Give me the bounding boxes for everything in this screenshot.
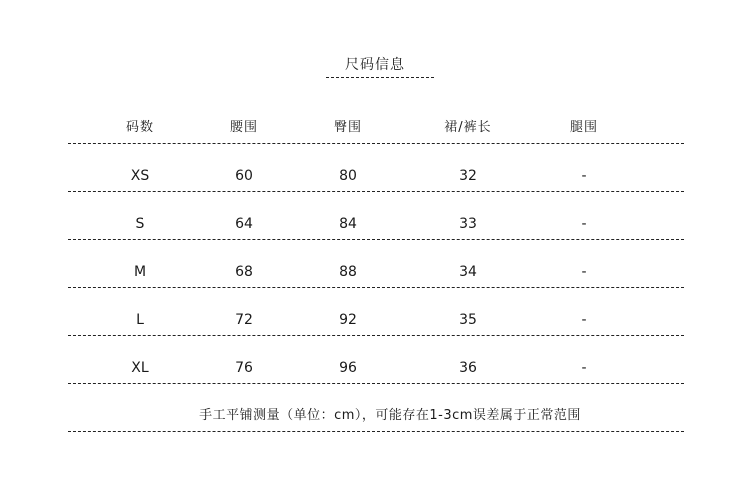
measurement-note: 手工平铺测量（单位：cm），可能存在1-3cm误差属于正常范围: [199, 408, 581, 423]
table-row: [0, 260, 750, 284]
divider: [68, 239, 684, 240]
length-cell: 32: [459, 168, 477, 184]
waist-cell: 64: [235, 216, 253, 232]
divider: [68, 287, 684, 288]
waist-cell: 76: [235, 360, 253, 376]
table-row: [0, 164, 750, 188]
table-header: [0, 116, 750, 140]
divider: [68, 335, 684, 336]
divider: [68, 383, 684, 384]
hip-cell: 84: [339, 216, 357, 232]
thigh-cell: -: [581, 168, 587, 184]
column-header-waist: 腰围: [229, 120, 258, 135]
thigh-cell: -: [581, 216, 587, 232]
length-cell: 35: [459, 312, 477, 328]
length-cell: 36: [459, 360, 477, 376]
table-row: [0, 212, 750, 236]
hip-cell: 88: [339, 264, 357, 280]
length-cell: 33: [459, 216, 477, 232]
table-row: [0, 308, 750, 332]
divider: [68, 431, 684, 432]
waist-cell: 60: [235, 168, 253, 184]
length-cell: 34: [459, 264, 477, 280]
size-cell: M: [133, 264, 147, 280]
hip-cell: 80: [339, 168, 357, 184]
column-header-length: 裙/裤长: [444, 120, 492, 135]
thigh-cell: -: [581, 264, 587, 280]
thigh-cell: -: [581, 360, 587, 376]
title-underline: [326, 77, 434, 78]
hip-cell: 92: [339, 312, 357, 328]
thigh-cell: -: [581, 312, 587, 328]
size-cell: S: [135, 216, 145, 232]
hip-cell: 96: [339, 360, 357, 376]
waist-cell: 68: [235, 264, 253, 280]
divider: [68, 191, 684, 192]
page-title: 尺码信息: [345, 57, 405, 73]
table-row: [0, 356, 750, 380]
column-header-size: 码数: [125, 120, 154, 135]
divider: [68, 143, 684, 144]
column-header-hip: 臀围: [333, 120, 362, 135]
size-cell: XS: [130, 168, 150, 184]
size-cell: L: [136, 312, 144, 328]
waist-cell: 72: [235, 312, 253, 328]
column-header-thigh: 腿围: [569, 120, 598, 135]
size-cell: XL: [131, 360, 149, 376]
